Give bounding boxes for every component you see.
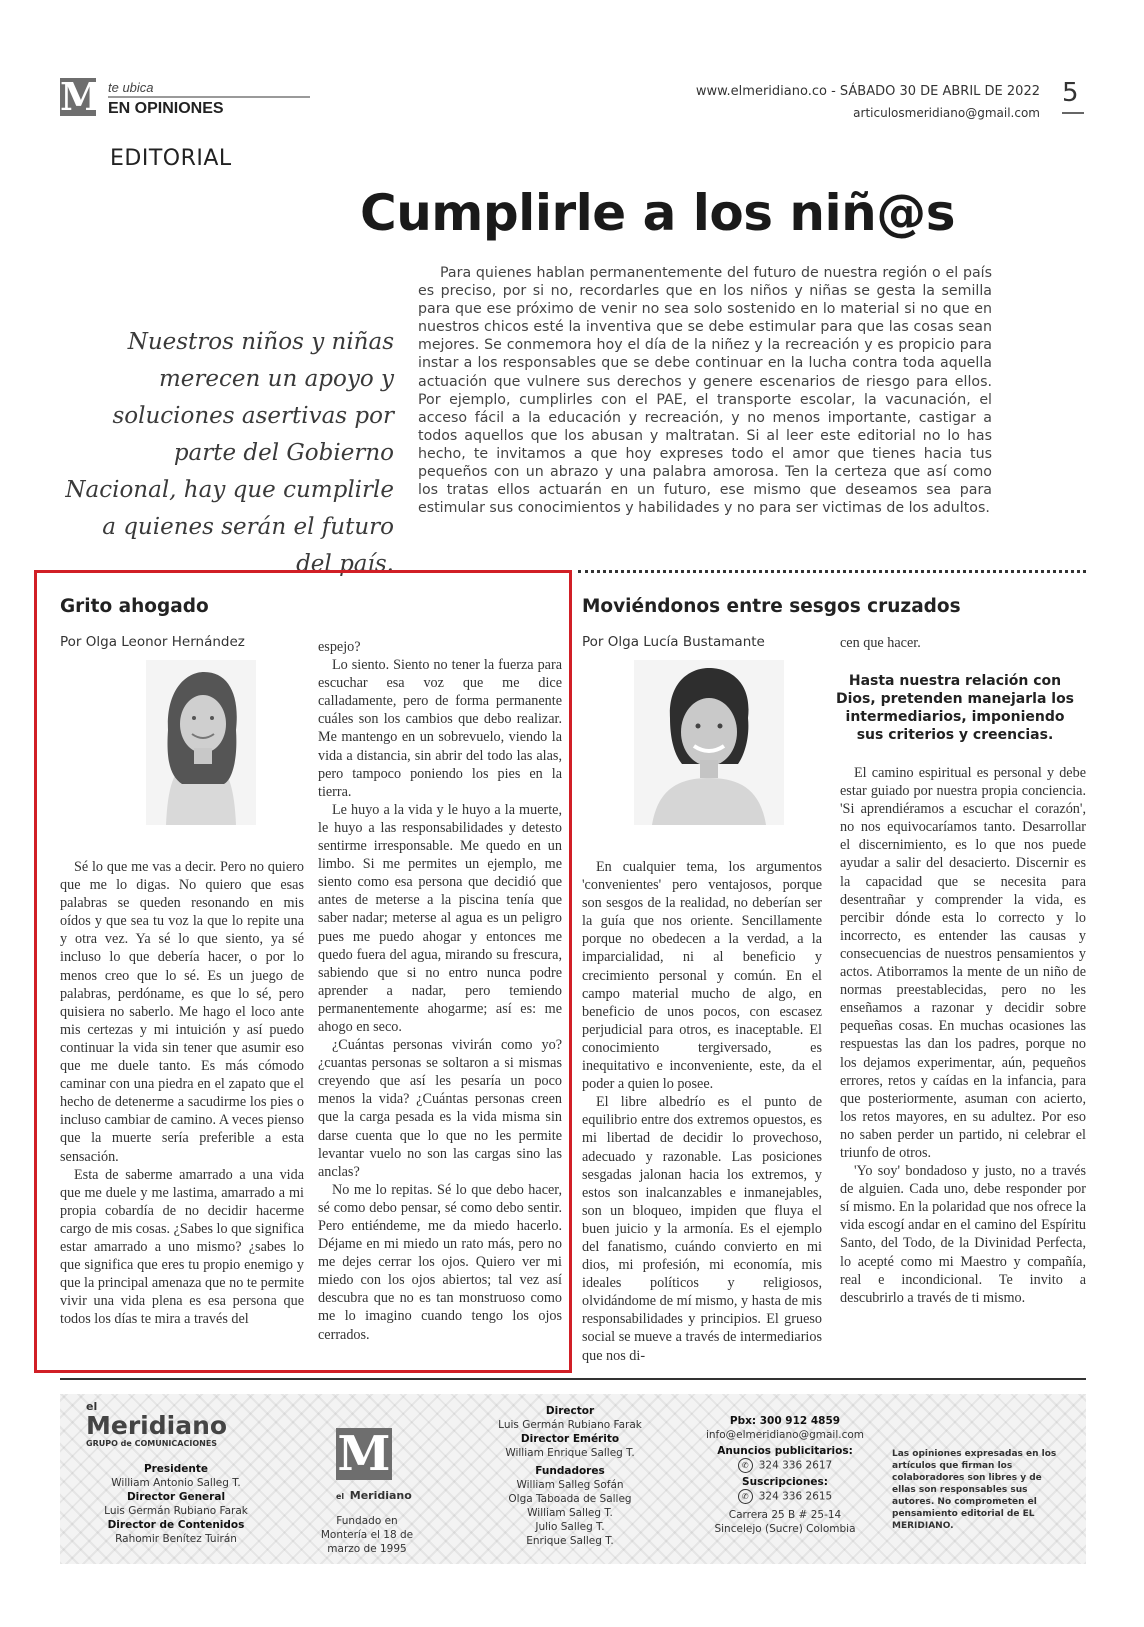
article1-title: Grito ahogado: [60, 596, 209, 617]
paragraph: espejo?: [318, 639, 361, 655]
url-date[interactable]: www.elmeridiano.co - SÁBADO 30 DE ABRIL DE 2022: [695, 84, 1040, 99]
article2-byline: Por Olga Lucía Bustamante: [582, 634, 765, 650]
info-email[interactable]: info@elmeridiano@gmail.com: [705, 1429, 864, 1441]
director-name: Luis Germán Rubiano Farak: [498, 1419, 642, 1431]
footer-staff-left: [76, 1462, 276, 1546]
pbx[interactable]: Pbx: 300 912 4859: [729, 1415, 841, 1427]
dotted-divider: [578, 570, 1086, 573]
editorial-headline: Cumplirle a los niñ@s: [360, 184, 955, 242]
dir-general-label: Director General: [126, 1491, 226, 1503]
section-label: EN OPINIONES: [108, 100, 224, 117]
footer-brand: [86, 1400, 256, 1448]
paragraph: Sé lo que me vas a decir. Pero no quiero que me lo digas. No quiero que esas palabras se queden resonando en mis oídos y que sea tu voz la que lo repite una y otra vez. Ya sé lo que siento, ya sé incluso lo que debería hacer, o por lo menos creo que lo sé. Es un juego de palabras, perdóname, es que lo sé, pero quisiera no saberlo. Me hago el loco ante mis certezas y mi intuición y así puedo continuar la vida sin tener que asumir eso que me duele tanto. Es más cómodo caminar con una piedra en el zapato que el hecho de detenerme a sacudirme los pies o incluso cambiar de camino. A veces pienso que la muerte sería preferible a esta sensación.: [60, 859, 304, 1165]
author-photo: [146, 660, 256, 825]
editorial-body: Para quienes hablan permanentemente del futuro de nuestra región o el país es preciso, por si no, recordarles que en los niños y niñas se gesta la semilla para que ese próximo de venir no sea solo sostenido en lo material si no que en nuestros chicos esté la inventiva que se debe estimular para que las cosas sean mejores. Se conmemora hoy el día de la niñez y la recreación y es propicio para instar a los responsables que se debe continuar en la lucha contra toda aquella actuación que vulnere sus derechos y genere escenarios de riesgo para ellos. Por ejemplo, cumplirles con el PAE, el transporte escolar, la vacunación, el acceso fácil a la educación y recreación, y no menos importante, castigar a todos aquellos que los abusan y maltratan. Si al leer este editorial no lo has hecho, te invitamos a que hoy expreses todo el amor que tienes hacia tus pequeños con un abrazo y una palabra amorosa. Ten la certeza que así como los tratas ellos actuarán en un futuro, ese mismo que deseamos sea para estimular sus conocimientos y habilidades y no para ser victimas de los adultos.: [418, 265, 992, 517]
anuncios-label: Anuncios publicitarios:: [717, 1445, 853, 1457]
address-line: Carrera 25 B # 25-14: [728, 1509, 842, 1521]
tagline: te ubica: [108, 80, 154, 95]
brand-sub: GRUPO de COMUNICACIONES: [86, 1439, 218, 1448]
header-rule: [108, 96, 310, 98]
paragraph: ¿Cuántas personas vivirán como yo? ¿cuantas personas se soltaron a si mismas creyendo que así les pesaría un poco menos la vida? ¿Cuántas personas creen que la carga pesada es la vida misma sin darse cuenta que lo que no les permite levantar vuelo no son las cargas sino las anclas?: [318, 1037, 562, 1180]
article2-column-2: [840, 764, 1086, 1307]
article2-column-1: [582, 858, 822, 1365]
paragraph: cen que hacer.: [840, 635, 921, 651]
fundador-name: Enrique Salleg T.: [526, 1535, 614, 1547]
whatsapp-icon: ✆: [738, 1458, 753, 1473]
presidente-label: Presidente: [143, 1463, 209, 1475]
article2-quote: Hasta nuestra relación con Dios, pretenden manejarla los intermediarios, imponiendo sus criterios y creencias.: [836, 673, 1075, 743]
fundador-name: Olga Taboada de Salleg: [508, 1493, 632, 1505]
dir-general-name: Luis Germán Rubiano Farak: [104, 1505, 248, 1517]
paragraph: Esta de saberme amarrado a una vida que me duele y me lastima, amarrado a mi propia cobardía de no decidir hacerme cargo de mis cosas. ¿Sabes lo que significa estar amarrado a uno mismo? ¿sabes lo que significa que eres tu propio enemigo y que la principal amenaza que no te permite vivir una vida plena es esa persona que todos los días te mira a través del: [60, 1166, 305, 1328]
paragraph: No me lo repitas. Sé lo que debo hacer, sé como debo pensar, sé como debo sentir. Pero entiéndeme, me da miedo hacerlo. Déjame en mi miedo un rato más, pero no me dejes cerrar los ojos. Quiero ver mi miedo con los ojos abiertos; tal vez así descubra que no es tan monstruoso como me lo imagino cuando tengo los ojos cerrados.: [318, 1181, 562, 1343]
article1-column-2: [318, 638, 562, 1344]
fundador-name: William Salleg T.: [527, 1507, 613, 1519]
footer-contact: [690, 1414, 880, 1536]
footer-staff-center: [478, 1404, 662, 1548]
fundador-name: Julio Salleg T.: [535, 1521, 605, 1533]
editorial-pull-quote: Nuestros niños y niñas merecen un apoyo y soluciones asertivas por parte del Gobierno Nacional, hay que cumplirle a quienes serán el futuro del país.: [65, 329, 394, 577]
page-number-rule: [1062, 112, 1084, 114]
article1-byline: Por Olga Leonor Hernández: [60, 634, 245, 650]
dir-contenidos-label: Director de Contenidos: [107, 1519, 245, 1531]
footer-logo-name: [336, 1484, 412, 1503]
article2-title: Moviéndonos entre sesgos cruzados: [582, 596, 961, 617]
footer-logo-m-icon: M: [337, 1426, 391, 1482]
fundadores-label: Fundadores: [535, 1465, 605, 1477]
fundador-name: William Salleg Sofán: [516, 1479, 624, 1491]
footer-rule: [60, 1378, 1086, 1380]
author-photo: [634, 660, 784, 825]
emerito-name: William Enrique Salleg T.: [505, 1447, 635, 1459]
brand-name: Meridiano: [86, 1411, 228, 1440]
paragraph: Le huyo a la vida y le huyo a la muerte, le huyo a las responsabilidades y detesto sentirme irresponsable. Me quedo en un limbo. Si me permites un ejemplo, me siento como esa persona que decidió que antes de meterse a la piscina tenía que saber nadar; meterse al agua es un peligro pues me puedo ahogar y entonces me quedo fuera del agua, mirando su frescura, sabiendo que si no entro nunca podre aprender a nadar, pero temiendo permanentemente ahogarme; así es: me ahogo en seco.: [318, 801, 562, 1035]
paragraph: El camino espiritual es personal y debe estar guiado por nuestra propia conciencia. 'Si aprendiéramos a escuchar el corazón', no nos equivocaríamos tanto. Desarrollar el discernimiento, es lo que nos puede ayudar a salir del desacierto. Discernir es la capacidad que se necesita para desentrañar y comprender la vida, es percibir dónde esta lo correcto y lo incorrecto, es entender las causas y consecuencias de nuestros pensamientos y actos. Atiborramos la mente de un niño de normas preestablecidas, pero no les enseñamos a razonar y decidir sobre pequeñas cosas. En muchas ocasiones las respuestas las dan los padres, porque no los dejamos experimentar, aún, pequeños errores, retos y caídas en la infancia, para que posteriormente, asuman con acierto, los retos mayores, en su adultez. Por eso no saben perder un partido, ni celebrar el triunfo de otros.: [840, 765, 1086, 1161]
suscripciones-label: Suscripciones:: [742, 1476, 828, 1488]
fundado-text: Fundado en Montería el 18 de marzo de 1995: [320, 1515, 414, 1555]
page-number: 5: [1062, 78, 1079, 108]
whatsapp-icon: ✆: [738, 1489, 753, 1504]
presidente-name: William Antonio Salleg T.: [111, 1477, 241, 1489]
article2-column-2-top: [840, 634, 1086, 652]
editorial-label: EDITORIAL: [110, 146, 232, 171]
address-line: Sincelejo (Sucre) Colombia: [714, 1523, 856, 1535]
brand-el: el: [86, 1400, 98, 1413]
paragraph: El libre albedrío es el punto de equilibrio entre dos extremos opuestos, es mi libertad de decidir lo provechoso, adecuado y razonable. Las posiciones sesgadas jalonan hacia los extremos, y estos son inalcanzables e inmanejables, son un bloqueo, impiden que fluya el buen juicio y la armonía. Es el ejemplo del fanatismo, cuándo convierto en mi dios, mi profesión, mi economía, mis ideales políticos y religiosos, olvidándome de mí mismo, y hasta de mis responsabilidades y principios. El grueso social se mueve a través de intermediarios que nos di-: [582, 1094, 822, 1364]
footer-disclaimer: Las opiniones expresadas en los artículos que firman los colaboradores son libres y de ellas son responsables sus autores. No comprometen el pensamiento editorial de EL MERIDIANO.: [892, 1449, 1057, 1531]
footer-logo-meridiano: Meridiano: [349, 1489, 412, 1502]
anuncios-phone[interactable]: 324 336 2617: [758, 1459, 833, 1472]
emerito-label: Director Emérito: [520, 1433, 620, 1445]
paragraph: En cualquier tema, los argumentos 'convenientes' pero ventajosos, porque son sesgos de la realidad, no deberían ser la guía que nos oriente. Sencillamente porque no obedecen a la verdad, a la imparcialidad, ni al beneficio y crecimiento personal y común. En el campo material mucho de algo, en beneficio de unos pocos, con escasez perjudicial para otros, es inaceptable. El conocimiento tergiversado, es inequitativo e inconveniente, este, da el poder a quien lo posee.: [582, 859, 822, 1093]
paragraph: Lo siento. Siento no tener la fuerza para escuchar esa voz que me dice calladamente, pero de forma permanente cuáles son los cambios que debo realizar. Me mantengo en un sobrevuelo, viendo la vida a distancia, sin abrir del todo las alas, pero tampoco poniendo los pies en la tierra.: [318, 657, 562, 800]
dir-contenidos-name: Rahomir Benítez Tuirán: [115, 1533, 237, 1545]
email-link[interactable]: articulosmeridiano@gmail.com: [853, 106, 1040, 120]
logo-m-icon: M: [60, 74, 103, 119]
article1-column-1: [60, 858, 304, 1328]
footer-logo-el: el: [336, 1492, 345, 1501]
director-label: Director: [545, 1405, 595, 1417]
paragraph: 'Yo soy' bondadoso y justo, no a través de alguien. Cada uno, debe responder por sí mismo. En la polaridad que nos ofrece la vida escogí andar en el camino del Espíritu Santo, del Todo, de la Divinidad Perfecta, lo acepté como mi Maestro y compañía, real e incondicional. Te invito a descubrirlo a través de ti mismo.: [840, 1163, 1086, 1306]
suscripciones-phone[interactable]: 324 336 2615: [758, 1490, 833, 1503]
